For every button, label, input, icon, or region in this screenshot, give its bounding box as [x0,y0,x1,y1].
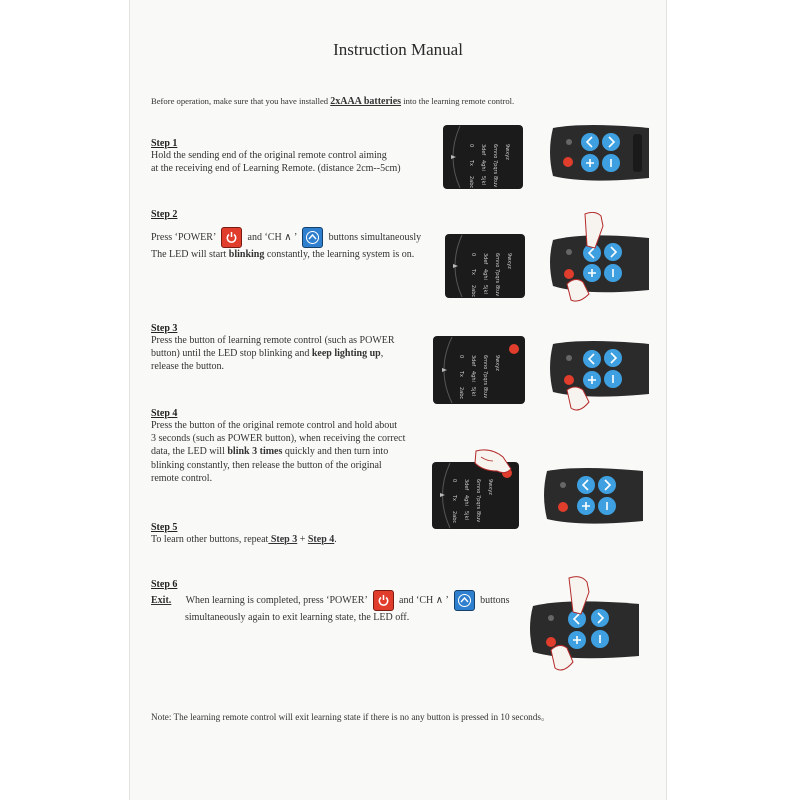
chevron-right-icon [604,349,622,367]
remote-key-label: 7pqrs [482,371,488,386]
step-1-heading: Step 1 [151,138,178,149]
plus-icon [568,631,586,649]
step-6-line-1c: buttons [480,594,510,606]
step-2-press: Press ‘POWER’ [151,231,216,243]
step-2-buttons: buttons simultaneously [328,231,422,243]
remote-key-label: 2abc [470,285,476,298]
remote-key-label: Tx [451,495,457,502]
step-4-line-3c: quickly and then turn into [282,446,389,458]
intro-text [151,96,514,107]
step-4-line-4: blinking constantly, then release the button of the original [151,459,382,471]
remote-key-label: 5jkl [470,387,476,396]
plus-icon [583,264,601,282]
chevron-right-icon [591,609,609,627]
remote-key-label: 4ghi [480,160,486,171]
step-4-line-3 [151,445,405,458]
remote-key-label: 6mno [482,355,488,370]
led-indicator [566,139,572,145]
power-button [564,375,574,385]
led-indicator [566,249,572,255]
remote-key-label: 5jkl [463,511,469,520]
step-3-line-1: Press the button of learning remote control (such as POWER [151,335,395,346]
minus-icon [591,630,609,648]
remote-key-label: 8tuv [482,387,488,399]
remote-key-label: 9wxyz [504,144,510,160]
original-remote-illustration [431,449,521,531]
intro-before: Before operation, make sure that you have installed [151,96,331,106]
remote-key-label: 2abc [458,387,464,400]
step-5-text: To learn other buttons, repeat [151,534,269,545]
remote-key-label: 0 [458,355,464,359]
page-title: Instruction Manual [333,40,463,59]
remote-key-label: 0 [470,253,476,257]
learning-remote-illustration [545,212,653,312]
chevron-right-icon [604,243,622,261]
step-4 [151,408,405,485]
original-remote-illustration [432,335,526,405]
minus-icon [602,154,620,172]
original-remote-illustration [444,233,526,299]
step-3-line-2 [151,347,395,360]
remote-key-label: 3def [463,479,469,491]
step-6-line-1b: and ‘CH ∧ ’ [399,594,449,606]
step-3-keep-lighting: keep lighting up [311,348,381,360]
step-4-blink-3: blink 3 times [227,446,283,458]
step-4-line-3a: data, the LED will [151,446,228,458]
learning-remote-illustration [539,465,647,527]
power-button [564,269,574,279]
step-4-heading: Step 4 [151,408,178,419]
step-2-blinking: blinking [228,249,265,260]
step-5-ref-step4: Step 4 [307,534,335,545]
chevron-right-icon [598,476,616,494]
plus-icon [581,154,599,172]
remote-key-label: Tx [458,371,464,378]
original-remote-illustration [442,124,524,190]
chevron-up-icon [454,590,475,611]
step-4-line-2: 3 seconds (such as POWER button), when receiving the correct [151,433,406,445]
step-4-line-5: remote control. [151,472,213,484]
plus-icon [583,371,601,389]
remote-key-label: 5jkl [482,285,488,294]
minus-icon [604,370,622,388]
minus-icon [598,497,616,515]
power-icon [221,227,242,248]
step-5-heading: Step 5 [151,522,178,533]
led-indicator [548,615,554,621]
step-4-line-1: Press the button of the original remote control and hold about [151,420,398,431]
remote-key-label: 9wxyz [506,253,512,269]
power-button [563,157,573,167]
intro-batteries: 2xAAA batteries [330,96,402,107]
chevron-left-icon [583,350,601,368]
step-3 [151,323,395,374]
remote-key-label: Tx [468,160,474,167]
step-3-line-2a: button) until the LED stop blinking and [151,348,312,360]
remote-key-label: 5jkl [480,176,486,185]
step-5 [151,522,337,546]
remote-key-label: 4ghi [482,269,488,280]
step-2-line-2 [151,248,451,261]
remote-key-label: 0 [451,479,457,483]
minus-icon [604,264,622,282]
manual-page [129,0,667,800]
remote-key-label: 8tuv [475,511,481,523]
power-icon [373,590,394,611]
remote-key-label: 3def [482,253,488,265]
step-2-heading: Step 2 [151,209,178,220]
power-icon [509,344,519,354]
remote-key-label: 6mno [475,479,481,494]
step-6-line-1a: When learning is completed, press ‘POWER’ [185,594,368,606]
remote-key-label: 6mno [494,253,500,268]
remote-key-label: 4ghi [463,495,469,506]
chevron-left-icon [581,133,599,151]
step-2-line-2a: The LED will start [151,249,229,260]
step-2-line-2c: constantly, the learning system is on. [264,249,415,260]
learning-remote-illustration [545,122,653,184]
remote-key-label: 4ghi [470,371,476,382]
remote-key-label: 7pqrs [494,269,500,284]
led-indicator [560,482,566,488]
led-indicator [566,355,572,361]
remote-key-label: 7pqrs [492,160,498,175]
learning-remote-illustration [545,338,653,420]
remote-key-label: 2abc [468,176,474,189]
learning-remote-illustration [527,576,641,680]
step-6-line-1 [151,590,510,611]
step-3-line-3: release the button. [151,361,225,373]
step-5-ref-step3: Step 3 [268,534,298,545]
step-2-line-1 [151,227,451,248]
intro-after: into the learning remote control. [401,96,515,106]
chevron-up-icon [302,227,323,248]
remote-key-label: 2abc [451,511,457,524]
remote-key-label: Tx [470,269,476,276]
step-2 [151,209,451,261]
step-5-plus: + [297,534,308,545]
remote-key-label: 8tuv [494,285,500,297]
step-1 [151,138,401,175]
remote-key-label: 9wxyz [487,479,493,495]
remote-key-label: 0 [468,144,474,148]
chevron-right-icon [602,133,620,151]
step-6-heading: Step 6 [151,579,178,590]
plus-icon [577,497,595,515]
remote-key-label: 6mno [492,144,498,159]
remote-key-label: 8tuv [492,176,498,188]
step-5-line [151,533,337,546]
step-3-line-2c: , [380,348,384,360]
remote-key-label: 9wxyz [494,355,500,371]
remote-key-label: 3def [470,355,476,367]
step-2-and: and ‘CH ∧ ’ [247,231,297,243]
remote-key-label: 3def [480,144,486,156]
step-3-heading: Step 3 [151,323,178,334]
chevron-left-icon [577,476,595,494]
step-6 [151,579,510,624]
power-button [546,637,556,647]
remote-key-label: 7pqrs [475,495,481,510]
step-6-exit: Exit. [151,594,172,606]
step-5-end: . [334,534,337,545]
step-6-line-2: simultaneously again to exit learning state, the LED off. [185,612,410,623]
step-1-line-1: Hold the sending end of the original remote control aiming [151,150,387,161]
note-text: Note: The learning remote control will exit learning state if there is no any button is pressed in 10 seconds。 [151,712,551,722]
step-1-line-2: at the receiving end of Learning Remote. (distance 2cm--5cm) [151,163,401,175]
power-button [558,502,568,512]
